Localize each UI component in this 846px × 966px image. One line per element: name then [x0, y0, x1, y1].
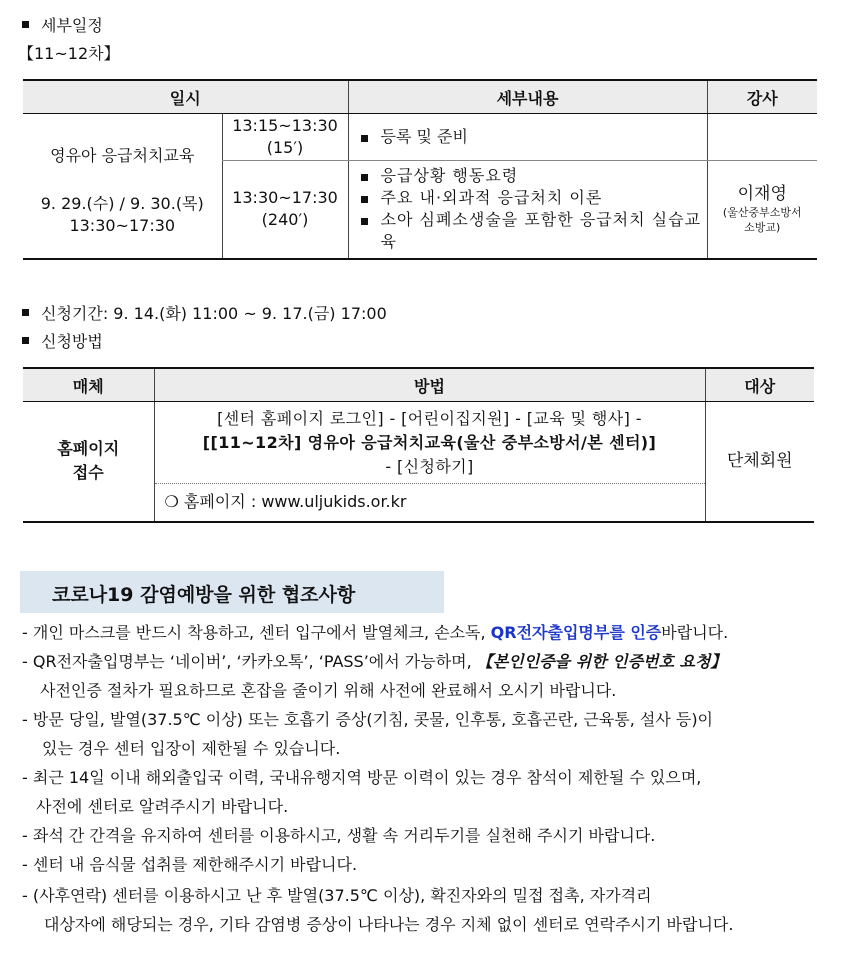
instructor-cell-empty: [707, 114, 817, 161]
homepage-link[interactable]: ❍ 홈페이지 : www.uljukids.or.kr: [164, 492, 407, 512]
duration-text: (15′): [266, 138, 304, 157]
time-text: 13:15~13:30: [232, 116, 338, 135]
course-time: 13:30~17:30: [69, 215, 176, 235]
notice-line: - 최근 14일 이내 해외출입국 이력, 국내유행지역 방문 이력이 있는 경우 참석이 제한될 수 있으며,: [22, 768, 702, 787]
notice-line: 대상자에 해당되는 경우, 기타 감염병 증상이 나타나는 경우 지체 없이 센터로 연락주시기 바랍니다.: [44, 915, 734, 934]
notice-line: - (사후연락) 센터를 이용하시고 난 후 발열(37.5℃ 이상), 확진자와의 밀접 접촉, 자가격리: [22, 886, 652, 905]
header-method: 방법: [154, 368, 705, 402]
time-cell: [222, 161, 348, 259]
target-cell: 단체회원: [705, 402, 814, 522]
notice-text: - QR전자출입명부는 ‘네이버’, ‘카카오톡’, ‘PASS’에서 가능하며,: [22, 652, 477, 671]
list-item: [355, 165, 707, 187]
path-line: [센터 홈페이지 로그인] - [어린이집지원] - [교육 및 행사] -: [217, 408, 642, 428]
header-details: 세부내용: [348, 80, 707, 114]
square-bullet-icon: [361, 196, 368, 203]
square-bullet-icon: [22, 309, 29, 316]
method-path-cell: [154, 402, 705, 484]
instructor-affiliation-1: (울산중부소방서: [722, 206, 802, 220]
schedule-table: [23, 79, 817, 260]
schedule-date-cell: [23, 114, 222, 259]
header-target: 대상: [705, 368, 814, 402]
section-title: [22, 15, 103, 37]
header-medium: 매체: [23, 368, 154, 402]
path-line-bold: [[11~12차] 영유아 응급처치교육(울산 중부소방서/본 센터)]: [202, 432, 657, 452]
square-bullet-icon: [361, 218, 368, 225]
square-bullet-icon: [361, 135, 368, 142]
notice-line: - 방문 당일, 발열(37.5℃ 이상) 또는 호흡기 증상(기침, 콧물, 인후통, 호흡곤란, 근육통, 설사 등)이: [22, 710, 714, 729]
detail-text: 응급상황 행동요령: [380, 166, 519, 186]
notice-line: 있는 경우 센터 입장이 제한될 수 있습니다.: [42, 739, 341, 758]
square-bullet-icon: [22, 337, 29, 344]
details-cell: [348, 161, 707, 259]
application-period: [22, 303, 387, 325]
list-item: [355, 187, 707, 209]
medium-line: 홈페이지: [57, 439, 120, 459]
notice-emphasis: 【본인인증을 위한 인증번호 요청】: [476, 652, 727, 671]
detail-text: 소아 심폐소생술을 포함한 응급처치 실습교육: [380, 210, 702, 252]
header-datetime: 일시: [23, 80, 348, 114]
homepage-cell: [154, 484, 705, 522]
time-text: 13:30~17:30: [232, 188, 338, 208]
duration-text: (240′): [261, 210, 309, 230]
details-cell: [348, 114, 707, 161]
notice-text: - 개인 마스크를 반드시 착용하고, 센터 입구에서 발열체크, 손소독,: [22, 623, 491, 642]
medium-cell: [23, 402, 154, 522]
round-label: 【11~12차】: [18, 44, 120, 63]
time-cell: [222, 114, 348, 161]
notice-text: 바랍니다.: [661, 623, 729, 642]
notice-highlight: QR전자출입명부를 인증: [490, 623, 662, 642]
square-bullet-icon: [361, 174, 368, 181]
square-bullet-icon: [22, 21, 29, 28]
notice-line: - 좌석 간 간격을 유지하여 센터를 이용하시고, 생활 속 거리두기를 실천해 주시기 바랍니다.: [22, 826, 656, 845]
path-line: - [신청하기]: [385, 456, 474, 476]
instructor-name: 이재영: [737, 184, 787, 205]
detail-text: 주요 내·외과적 응급처치 이론: [380, 188, 603, 208]
application-period-text: 신청기간: 9. 14.(화) 11:00 ~ 9. 17.(금) 17:00: [41, 304, 387, 323]
section-title-text: 세부일정: [41, 16, 103, 35]
notice-line: 사전인증 절차가 필요하므로 혼잡을 줄이기 위해 사전에 완료해서 오시기 바랍니다.: [40, 681, 617, 700]
application-method: [22, 331, 103, 353]
notice-line: [22, 651, 726, 673]
list-item: [355, 209, 707, 253]
instructor-cell: [707, 161, 817, 259]
application-method-text: 신청방법: [41, 332, 103, 351]
notice-line: 사전에 센터로 알려주시기 바랍니다.: [36, 797, 289, 816]
header-instructor: 강사: [707, 80, 817, 114]
course-name: 영유아 응급처치교육: [50, 145, 195, 165]
notice-title: 코로나19 감염예방을 위한 협조사항: [52, 584, 356, 606]
instructor-affiliation-2: 소방교): [744, 221, 781, 235]
notice-line: [22, 622, 728, 644]
medium-line: 접수: [72, 463, 104, 483]
notice-line: - 센터 내 음식물 섭취를 제한해주시기 바랍니다.: [22, 855, 358, 874]
method-table: [23, 367, 814, 523]
list-item: [355, 126, 707, 148]
detail-text: 등록 및 준비: [380, 127, 468, 146]
course-dates: 9. 29.(수) / 9. 30.(목): [40, 193, 204, 213]
